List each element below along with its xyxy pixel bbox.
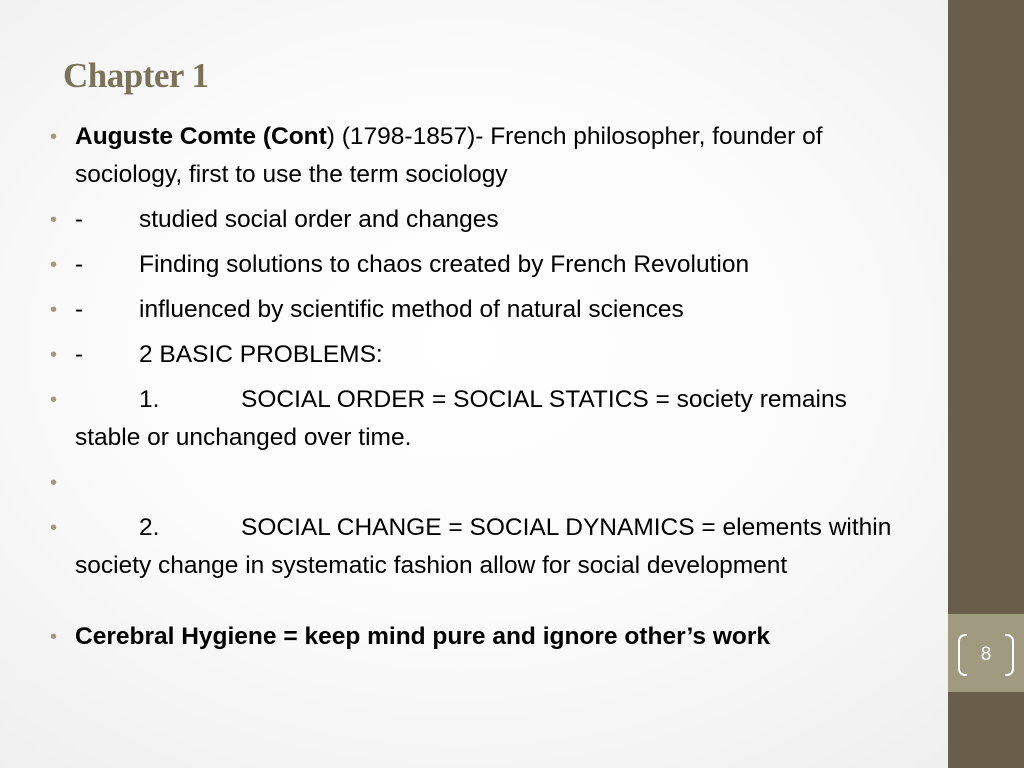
list-item: [50, 201, 895, 239]
bullet-icon: •: [50, 517, 58, 539]
page-number: 8: [980, 644, 992, 665]
dash-marker: -: [75, 206, 84, 233]
bullet-icon: •: [50, 126, 58, 148]
bullet-list: [50, 118, 895, 663]
bullet-icon: •: [50, 389, 58, 411]
dash-marker: -: [75, 341, 84, 368]
right-bracket-icon: [1005, 634, 1014, 676]
item-text: influenced by scientific method of natural sciences: [139, 296, 684, 323]
list-item: [50, 618, 895, 656]
list-item: [50, 118, 895, 194]
number-marker: 2.: [139, 514, 160, 541]
item-text: 2 BASIC PROBLEMS:: [139, 341, 383, 368]
bullet-icon: •: [50, 344, 58, 366]
bullet-icon: •: [50, 472, 58, 494]
bold-text: Cerebral Hygiene = keep mind pure and ignore other’s work: [75, 623, 771, 650]
bullet-icon: •: [50, 626, 58, 648]
item-text: Finding solutions to chaos created by French Revolution: [139, 251, 750, 278]
list-item: [50, 509, 895, 585]
dash-marker: -: [75, 296, 84, 323]
bullet-icon: •: [50, 254, 58, 276]
number-marker: 1.: [139, 386, 160, 413]
item-text: ) (1798-1857)- French philosopher, founder of sociology, first to use the term sociology: [75, 123, 823, 188]
bold-text: Auguste Comte (Cont: [75, 123, 327, 150]
list-item: [50, 381, 895, 457]
list-item: [50, 291, 895, 329]
empty-list-item: [50, 464, 895, 502]
slide-title: Chapter 1: [63, 56, 209, 95]
list-item: [50, 336, 895, 374]
bullet-icon: •: [50, 299, 58, 321]
bullet-icon: •: [50, 209, 58, 231]
item-text: SOCIAL ORDER = SOCIAL STATICS = society remains stable or unchanged over time.: [75, 386, 847, 451]
page-number-badge: [948, 614, 1024, 692]
item-text: SOCIAL CHANGE = SOCIAL DYNAMICS = elements within society change in systematic fashion allow for social development: [75, 514, 892, 579]
dash-marker: -: [75, 251, 84, 278]
list-item: [50, 246, 895, 284]
item-text: studied social order and changes: [139, 206, 499, 233]
